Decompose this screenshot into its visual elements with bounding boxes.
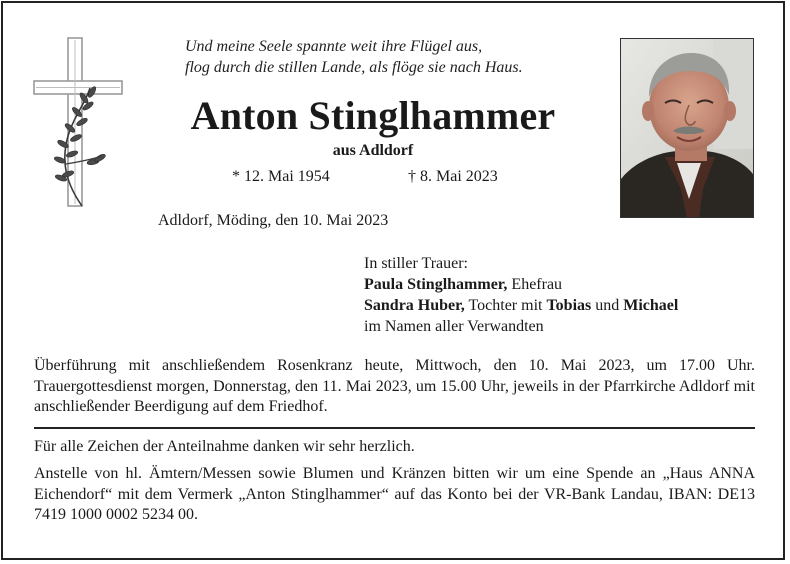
poem-line-1: Und meine Seele spannte weit ihre Flügel aus, [185,38,483,55]
place-and-date: Adldorf, Möding, den 10. Mai 2023 [158,212,389,229]
grandchild-1: Tobias [546,297,592,314]
donation-block [34,464,755,526]
service-info [34,356,755,418]
mourners-closing: im Namen aller Verwandten [364,318,544,335]
birth-date: * 12. Mai 1954 [232,168,330,185]
portrait-photo [620,38,754,218]
divider [34,427,755,429]
cross-icon [30,36,130,211]
mourner-2-role: Tochter mit [464,297,547,314]
poem-line-2: flog durch die stillen Lande, als flöge sie nach Haus. [185,59,523,76]
mourner-line-1 [364,274,764,295]
deceased-name: Anton Stinglhammer [190,93,556,138]
mourner-1-role: Ehefrau [507,276,563,293]
grandchild-2: Michael [623,297,679,314]
mourners-intro: In stiller Trauer: [364,255,468,272]
death-date: † 8. Mai 2023 [408,168,498,185]
thanks-text: Für alle Zeichen der Anteilnahme danken wir sehr herzlich. [34,438,415,455]
service-text: Überführung mit anschließendem Rosenkranz heute, Mittwoch, den 10. Mai 2023, um 17.00 Uhr. Trauergottesdienst morgen, Donnerstag, den 11. Mai 2023, um 15.00 Uhr, jeweils in der Pfarrkirche Adldorf mit anschließender Beerdigung auf dem Friedhof. [34,357,755,415]
conjunction: und [591,297,624,314]
mourner-2-name: Sandra Huber, [364,297,465,314]
mourners-block [364,253,764,337]
deceased-origin: aus Adldorf [332,142,414,159]
poem [185,36,605,78]
mourner-1-name: Paula Stinglhammer, [364,276,508,293]
thanks-block [34,437,755,458]
mourner-line-2 [364,295,764,316]
donation-text: Anstelle von hl. Ämtern/Messen sowie Blumen und Kränzen bitten wir um eine Spende an „Haus ANNA Eichendorf“ mit dem Vermerk „Anton Stinglhammer“ auf das Konto bei der VR-Bank Landau, IBAN: DE13 7419 1000 0002 5234 00. [34,465,755,523]
